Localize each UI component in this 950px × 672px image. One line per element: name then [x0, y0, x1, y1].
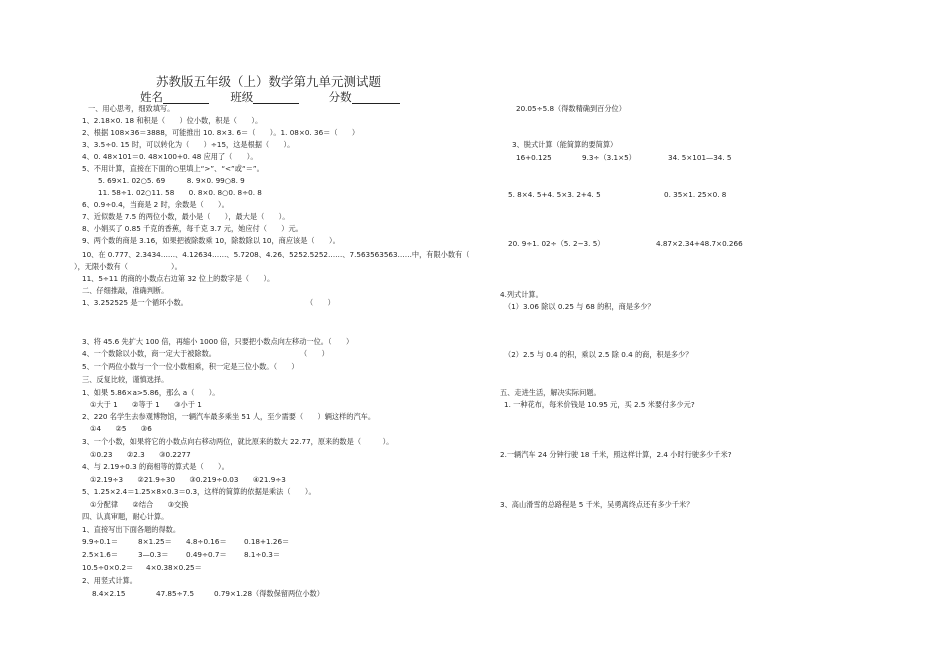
s3-question-3-options: ①0.23 ②2.3 ③0.2277 [90, 450, 191, 459]
s3-question-5: 5、1.25×2.4＝1.25×8×0.3＝0.3，这样的简算的依据是乘法（ ）。 [82, 487, 316, 496]
class-blank[interactable] [253, 92, 299, 104]
vertical-calc-3: 0.79×1.28（得数保留两位小数） [214, 589, 324, 598]
s1-question-4: 4、0. 48×101＝0. 48×100+0. 48 应用了（ ）。 [82, 152, 258, 161]
section-4-heading: 四、认真审题，耐心计算。 [82, 512, 169, 521]
s1-question-10-line-1: 10、在 0.777、2.3434……、4.12634……、5.7208、4.26、5252.5252……、7.563563563……中，有限小数有（ [82, 250, 470, 259]
s1-question-5-row-b: 11. 58÷1. 02○11. 58 0. 8×0. 8○0. 8÷0. 8 [98, 188, 262, 197]
s1-question-11: 11、5÷11 的商的小数点右边第 32 位上的数字是（ ）。 [82, 274, 275, 283]
vertical-calc-2: 47.85÷7.5 [156, 589, 195, 598]
s1-question-7: 7、近似数是 7.5 的两位小数，最小是（ ），最大是（ ）。 [82, 212, 290, 221]
s4-sub-1: 1、直接写出下面各题的得数。 [82, 525, 181, 534]
s1-question-5: 5、不用计算，直接在下面的○里填上“>”、“<”或“＝”。 [82, 164, 264, 173]
section-1-heading: 一、用心思考，细致填写。 [88, 104, 175, 113]
step-calc-2: 9.3÷（3.1×5） [582, 153, 636, 162]
s1-question-3: 3、3.5÷0. 15 时，可以转化为（ ）÷15，这是根据（ ）。 [82, 140, 295, 149]
section-5-heading: 五、走进生活，解决实际问题。 [500, 388, 601, 397]
step-calc-3: 34. 5×101—34. 5 [668, 153, 732, 162]
s4-sub-2: 2、用竖式计算。 [82, 576, 137, 585]
s3-question-2: 2、220 名学生去参观博物馆，一辆汽车最多乘坐 51 人，至少需要（ ）辆这样的汽车。 [82, 412, 376, 421]
step-calc-1: 16+0.125 [516, 153, 552, 162]
step-calc-5: 0. 35×1. 25×0. 8 [664, 190, 727, 199]
section-3-heading: 三、反复比较，谨慎选择。 [82, 375, 169, 384]
s2-question-3: 3、将 45.6 先扩大 100 倍，再缩小 1000 倍，只要把小数点向左移动一位。（ ） [82, 337, 354, 346]
s2-question-4: 4、一个数除以小数，商一定大于被除数。 [82, 349, 216, 358]
s2-question-1-paren: （ ） [306, 298, 335, 307]
mental-math-r1c4: 0.18+1.26＝ [244, 537, 290, 546]
word-problem-3: 3、高山滑雪的总路程是 5 千米，吴勇离终点还有多少千米？ [500, 500, 694, 509]
page-title: 苏教版五年级（上）数学第九单元测试题 [156, 74, 382, 89]
s1-question-6: 6、0.9÷0.4，当商是 2 时，余数是（ ）。 [82, 200, 229, 209]
s3-question-4: 4、与 2.19÷0.3 的商相等的算式是（ ）。 [82, 462, 229, 471]
mental-math-r2c4: 8.1÷0.3＝ [244, 550, 281, 559]
mental-math-r3c2: 4×0.38×0.25＝ [146, 563, 202, 572]
s1-question-10-line-2: ），无限小数有（ ）。 [74, 262, 182, 271]
class-label: 班级 [230, 90, 254, 104]
s3-question-5-options: ①分配律 ②结合 ③交换 [90, 500, 189, 509]
list-calc-2: （2）2.5 与 0.4 的积，乘以 2.5 除 0.4 的商，积是多少？ [504, 350, 693, 359]
right-top-calc: 20.05÷5.8（得数精确到百分位） [516, 104, 626, 113]
s1-question-9: 9、两个数的商是 3.16，如果把被除数乘 10，除数除以 10，商应该是（ ）。 [82, 236, 340, 245]
s1-question-1: 1、2.18×0. 18 和积是（ ）位小数，积是（ ）。 [82, 116, 263, 125]
s2-question-5: 5、一个两位小数与一个一位小数相乘，积一定是三位小数。（ ） [82, 362, 299, 371]
s2-question-1: 1、3.252525 是一个循环小数。 [82, 298, 188, 307]
step-calc-4: 5. 8×4. 5+4. 5×3. 2+4. 5 [508, 190, 601, 199]
mental-math-r1c1: 9.9÷0.1＝ [82, 537, 119, 546]
list-calc-1: （1）3.06 除以 0.25 与 68 的积，商是多少？ [504, 302, 655, 311]
step-calc-7: 4.87×2.34+48.7×0.266 [656, 239, 743, 248]
s2-question-4-paren: （ ） [300, 349, 329, 358]
mental-math-r2c3: 0.49÷0.7＝ [186, 550, 227, 559]
mental-math-r1c2: 8×1.25＝ [138, 537, 172, 546]
score-blank[interactable] [352, 92, 400, 104]
score-label: 分数 [328, 90, 352, 104]
name-blank[interactable] [163, 92, 209, 104]
vertical-calc-1: 8.4×2.15 [92, 589, 126, 598]
r-section-4-heading: 4.列式计算。 [500, 290, 543, 299]
r-section-3-heading: 3、脱式计算（能简算的要简算） [512, 140, 618, 149]
mental-math-r3c1: 10.5÷0×0.2＝ [82, 563, 134, 572]
s3-question-2-options: ①4 ②5 ③6 [90, 424, 152, 433]
student-info-line [140, 90, 400, 104]
step-calc-6: 20. 9÷1. 02÷（5. 2−3. 5） [508, 239, 605, 248]
s3-question-1-options: ①大于 1 ②等于 1 ③小于 1 [90, 400, 202, 409]
s3-question-4-options: ①2.19÷3 ②21.9÷30 ③0.219÷0.03 ④21.9÷3 [90, 475, 286, 484]
word-problem-1: 1. 一种花布，每米价钱是 10.95 元，买 2.5 米要付多少元? [504, 400, 695, 409]
s1-question-2: 2、根据 108×36＝3888，可能推出 10. 8×3. 6＝（ ）。1. 08×0. 36＝（ ） [82, 128, 360, 137]
s3-question-3: 3、一个小数，如果将它的小数点向右移动两位，就比原来的数大 22.77，原来的数是（ ）。 [82, 437, 394, 446]
s1-question-5-row-a: 5. 69×1. 02○5. 69 8. 9×0. 99○8. 9 [98, 176, 245, 185]
section-2-heading: 二、仔细推敲，准确判断。 [82, 286, 169, 295]
name-label: 姓名 [140, 90, 163, 104]
mental-math-r2c1: 2.5×1.6＝ [82, 550, 119, 559]
word-problem-2: 2.一辆汽车 24 分钟行驶 18 千米，照这样计算，2.4 小时行驶多少千米? [500, 450, 732, 459]
s1-question-8: 8、小娟买了 0.85 千克的香蕉，每千克 3.7 元，她应付（ ）元。 [82, 224, 303, 233]
mental-math-r1c3: 4.8÷0.16＝ [186, 537, 227, 546]
s3-question-1: 1、如果 5.86×a>5.86，那么 a（ ）。 [82, 388, 220, 397]
mental-math-r2c2: 3—0.3＝ [138, 550, 169, 559]
